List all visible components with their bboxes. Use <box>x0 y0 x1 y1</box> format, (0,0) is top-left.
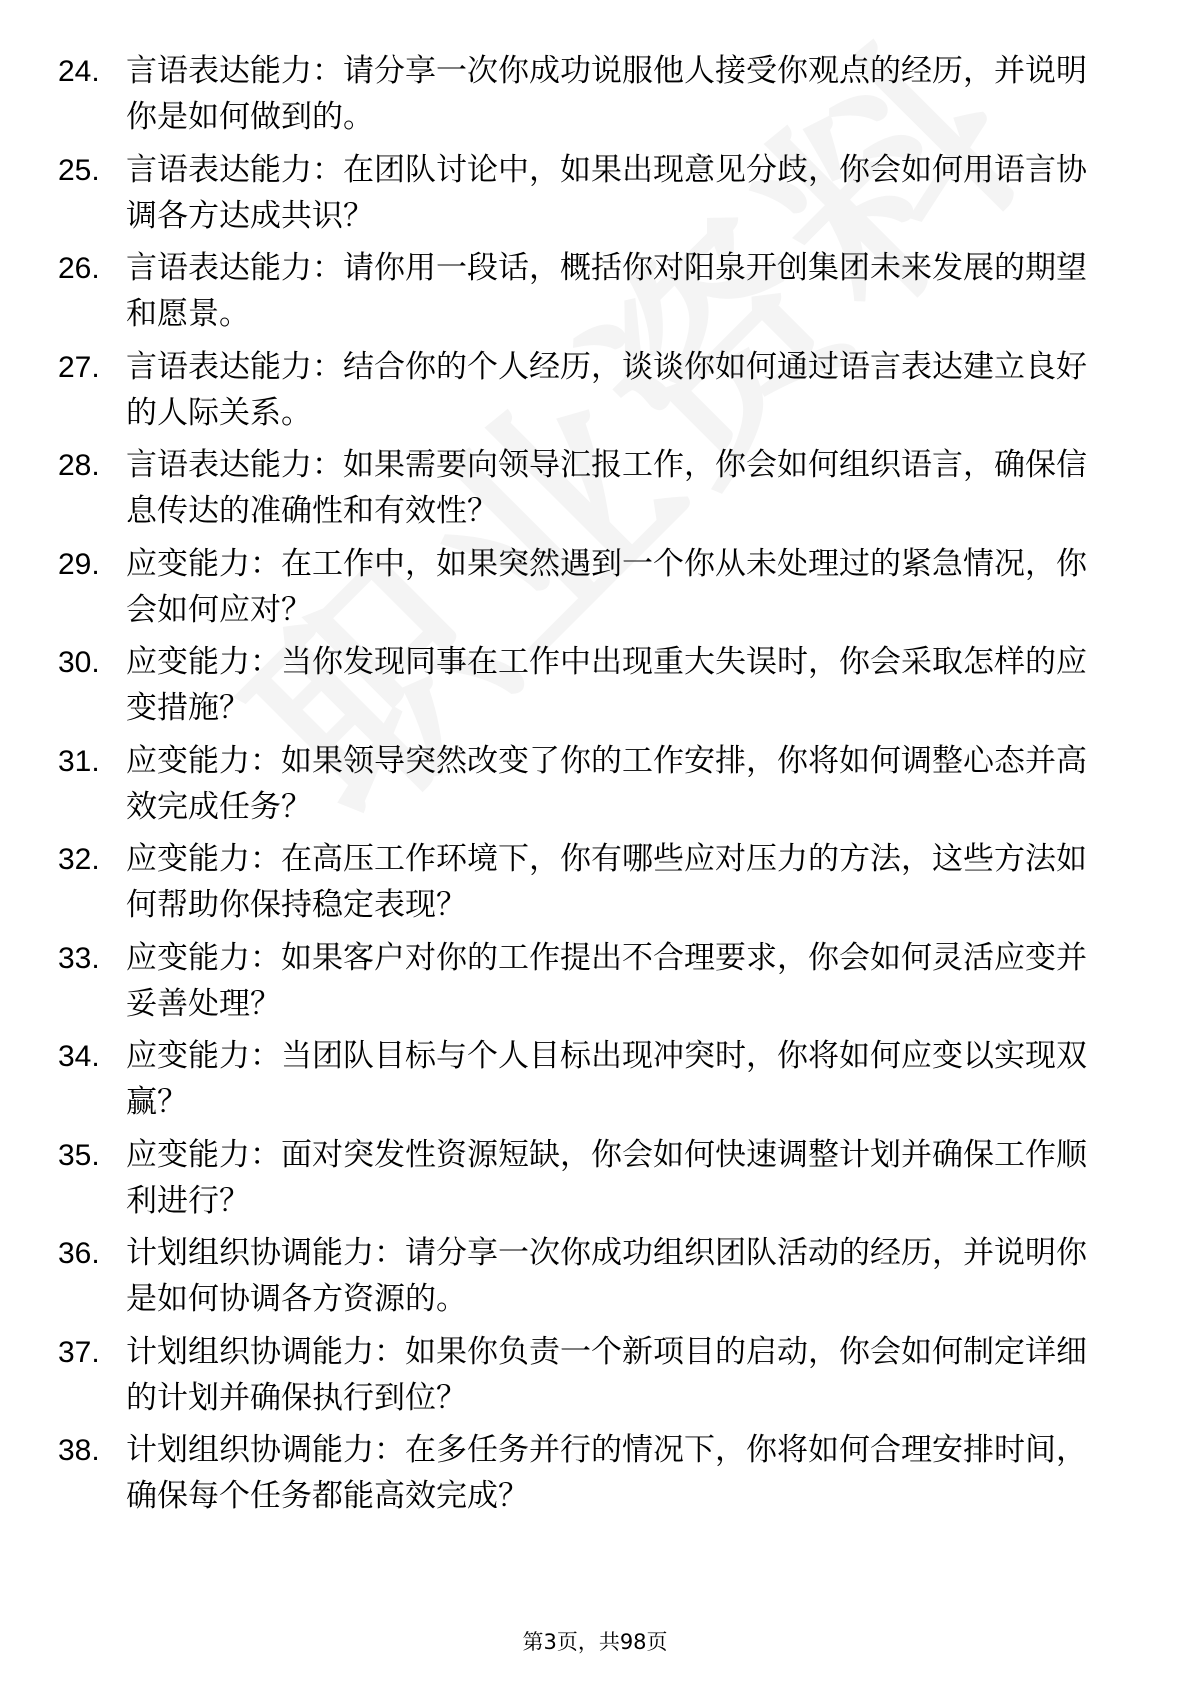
page-footer: 第3页，共98页 <box>522 1630 668 1654</box>
question-number: 28. <box>58 449 100 482</box>
question-item <box>0 1132 1190 1231</box>
question-text: 计划组织协调能力：在多任务并行的情况下，你将如何合理安排时间，确保每个任务都能高效完成？ <box>126 1432 1087 1514</box>
question-item <box>0 1427 1190 1526</box>
question-text: 应变能力：在工作中，如果突然遇到一个你从未处理过的紧急情况，你会如何应对？ <box>126 545 1087 628</box>
question-item <box>0 836 1190 935</box>
question-number: 27. <box>58 350 100 384</box>
question-text: 计划组织协调能力：如果你负责一个新项目的启动，你会如何制定详细的计划并确保执行到位？ <box>126 1333 1087 1416</box>
question-number: 30. <box>58 646 100 679</box>
question-item <box>0 1329 1190 1428</box>
question-text: 应变能力：当团队目标与个人目标出现冲突时，你将如何应变以实现双赢？ <box>126 1038 1087 1120</box>
question-text: 言语表达能力：结合你的个人经历，谈谈你如何通过语言表达建立良好的人际关系。 <box>126 348 1087 431</box>
question-text: 言语表达能力：请分享一次你成功说服他人接受你观点的经历，并说明你是如何做到的。 <box>126 53 1087 135</box>
question-number: 29. <box>58 547 100 581</box>
question-text: 应变能力：面对突发性资源短缺，你会如何快速调整计划并确保工作顺利进行？ <box>126 1136 1087 1219</box>
question-number: 38. <box>58 1434 100 1467</box>
question-item <box>0 1033 1190 1132</box>
question-number: 32. <box>58 843 100 876</box>
question-number: 36. <box>58 1237 100 1270</box>
question-item <box>0 147 1190 246</box>
question-item <box>0 639 1190 738</box>
question-number: 24. <box>58 55 100 88</box>
question-number: 31. <box>58 744 100 778</box>
question-item <box>0 245 1190 344</box>
question-number: 34. <box>58 1040 100 1073</box>
question-text: 言语表达能力：如果需要向领导汇报工作，你会如何组织语言，确保信息传达的准确性和有效性？ <box>126 447 1087 529</box>
question-text: 言语表达能力：请你用一段话，概括你对阳泉开创集团未来发展的期望和愿景。 <box>126 250 1087 332</box>
question-item <box>0 344 1190 443</box>
question-item <box>0 48 1190 147</box>
question-text: 应变能力：如果客户对你的工作提出不合理要求，你会如何灵活应变并妥善处理？ <box>126 939 1087 1022</box>
question-item <box>0 442 1190 541</box>
question-number: 33. <box>58 941 100 975</box>
question-list <box>0 48 1190 1526</box>
question-number: 37. <box>58 1335 100 1369</box>
question-text: 应变能力：在高压工作环境下，你有哪些应对压力的方法，这些方法如何帮助你保持稳定表现？ <box>126 841 1087 923</box>
question-item <box>0 541 1190 640</box>
question-number: 35. <box>58 1138 100 1172</box>
question-text: 言语表达能力：在团队讨论中，如果出现意见分歧，你会如何用语言协调各方达成共识？ <box>126 151 1087 234</box>
question-number: 25. <box>58 153 100 187</box>
question-item <box>0 935 1190 1034</box>
question-number: 26. <box>58 252 100 285</box>
question-item <box>0 1230 1190 1329</box>
question-text: 应变能力：如果领导突然改变了你的工作安排，你将如何调整心态并高效完成任务？ <box>126 742 1087 825</box>
question-item <box>0 738 1190 837</box>
question-text: 应变能力：当你发现同事在工作中出现重大失误时，你会采取怎样的应变措施？ <box>126 644 1087 726</box>
question-text: 计划组织协调能力：请分享一次你成功组织团队活动的经历，并说明你是如何协调各方资源的。 <box>126 1235 1087 1317</box>
